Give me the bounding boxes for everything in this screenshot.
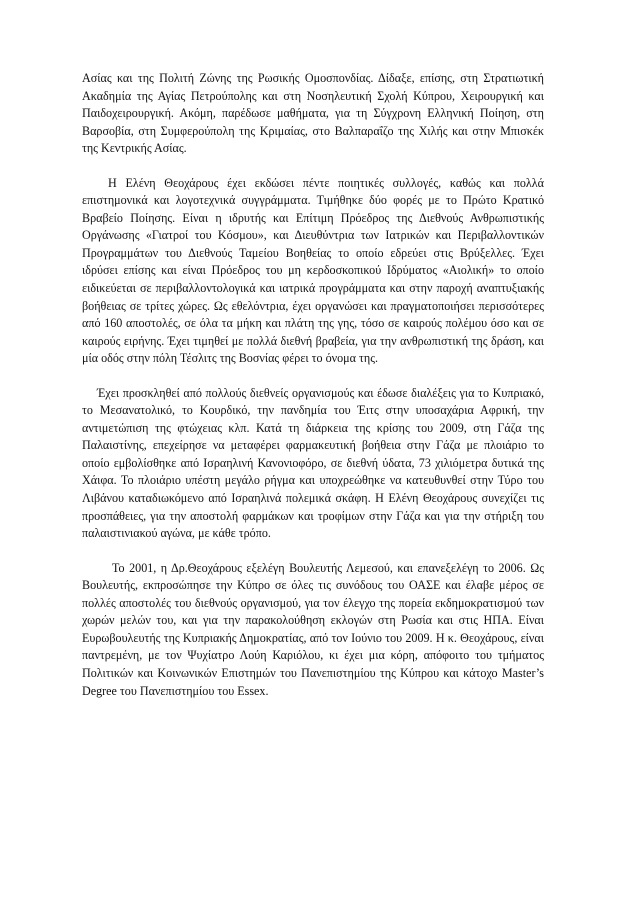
- document-page: [82, 70, 544, 700]
- paragraph-3: Έχει προσκληθεί από πολλούς διεθνείς οργανισμούς και έδωσε διαλέξεις για το Κυπριακό, το Μεσανατολικό, το Κουρδικό, την πανδημία του Έιτς στην υποσαχάρια Αφρική, την αντιμετώπιση της φτώχειας κλπ. Κατά τη διάρκεια της κρίσης του 2009, στη Γάζα της Παλαιστίνης, επεχείρησε να μεταφέρει φαρμακευτική βοήθεια στην Γάζα με πλοιάριο το οποίο εμβολίσθηκε από Ισραηλινή Κανονιοφόρο, σε διεθνή ύδατα, 73 χιλιόμετρα δυτικά της Χάιφα. Το πλοιάριο υπέστη μεγάλο ρήγμα και υποχρεώθηκε να κατευθυνθεί στην Τύρο του Λιβάνου καταδιωκόμενο από Ισραηλινά πολεμικά σκάφη. Η Ελένη Θεοχάρους συνεχίζει τις προσπάθειες, για την αποστολή φαρμάκων και τροφίμων στην Γάζα και για την στήριξη του παλαιστινιακού αγώνα, με κάθε τρόπο.: [82, 385, 544, 541]
- paragraph-2: Η Ελένη Θεοχάρους έχει εκδώσει πέντε ποιητικές συλλογές, καθώς και πολλά επιστημονικά και λογοτεχνικά συγγράμματα. Τιμήθηκε δύο φορές με το Πρώτο Κρατικό Βραβείο Ποίησης. Είναι η ιδρυτής και Επίτιμη Πρόεδρος της Διεθνούς Ανθρωπιστικής Οργάνωσης «Γιατροί του Κόσμου», και Διευθύντρια των Ιατρικών και Περιβαλλοντικών Προγραμμάτων του Διεθνούς Ταμείου Βοηθείας το οποίο εδρεύει στις Βρύξελλες. Έχει ιδρύσει επίσης και είναι Πρόεδρος του μη κερδοσκοπικού Ιδρύματος «Αιολική» το οποίο ειδικεύεται σε περιβαλλοντολογικά και ιατρικά προγράμματα και στην παροχή αναπτυξιακής βοήθειας σε τρίτες χώρες. Ως εθελόντρια, έχει οργανώσει και πραγματοποιήσει περισσότερες από 160 αποστολές, σε όλα τα μήκη και πλάτη της γης, τόσο σε καιρούς πολέμου όσο και σε καιρούς ειρήνης. Έχει τιμηθεί με πολλά διεθνή βραβεία, για την ανθρωπιστική της δράση, και μία οδός στην πόλη Τέσλιτς της Βοσνίας φέρει το όνομα της.: [82, 175, 544, 366]
- paragraph-1: Ασίας και της Πολιτή Ζώνης της Ρωσικής Ομοσπονδίας. Δίδαξε, επίσης, στη Στρατιωτική Ακαδημία της Αγίας Πετρούπολης και στη Νοσηλευτική Σχολή Κύπρου, Χειρουργική και Παιδοχειρουργική. Ακόμη, παρέδωσε μαθήματα, για τη Σύγχρονη Ελληνική Ποίηση, στη Βαρσοβία, στη Συμφερούπολη της Κριμαίας, στο Βαλπαραΐζο της Χιλής και στην Μπισκέκ της Κεντρικής Ασίας.: [82, 71, 544, 156]
- paragraph-4: Το 2001, η Δρ.Θεοχάρους εξελέγη Βουλευτής Λεμεσού, και επανεξελέγη το 2006. Ως Βουλευτής, εκπροσώπησε την Κύπρο σε όλες τις συνόδους του ΟΑΣΕ και έλαβε μέρος σε πολλές αποστολές του διεθνούς οργανισμού, για τον έλεγχο της πορεία εκδημοκρατισμού των χωρών μελών του, και για την παρακολούθηση εκλογών στη Ρωσία και στις ΗΠΑ. Είναι Ευρωβουλευτής της Κυπριακής Δημοκρατίας, από τον Ιούνιο του 2009. Η κ. Θεοχάρους, είναι παντρεμένη, με τον Ψυχίατρο Λούη Καριόλου, κι έχει μια κόρη, απόφοιτο του τμήματος Πολιτικών και Κοινωνικών Επιστημών του Πανεπιστημίου της Κύπρου και κάτοχο Master’s Degree του Πανεπιστημίου του Essex.: [82, 560, 544, 698]
